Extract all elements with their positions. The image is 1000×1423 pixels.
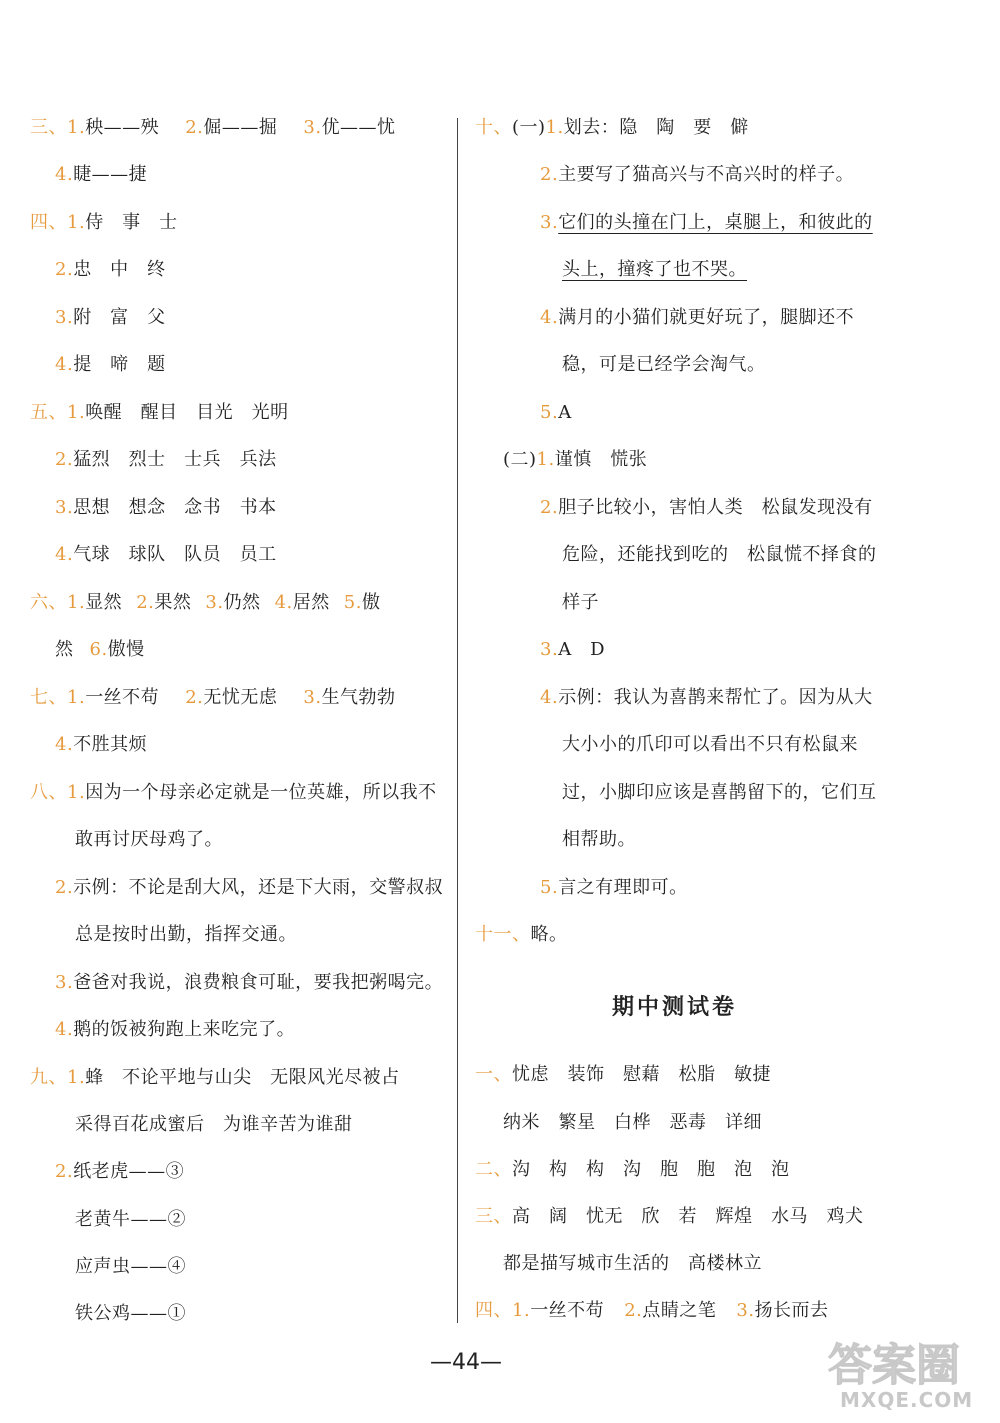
s10-line7: 5.A — [540, 402, 572, 423]
s10-line3: 3.它们的头撞在门上，桌腿上，和彼此的 — [540, 212, 873, 233]
page-number: —44— — [430, 1350, 502, 1375]
s10-line17: 5.言之有理即可。 — [540, 877, 688, 898]
s10-line16: 相帮助。 — [562, 829, 636, 850]
s10-line13: 4.示例：我认为喜鹊来帮忙了。因为从大 — [540, 687, 873, 708]
s5-line1: 五、1.唤醒 醒目 目光 光明 — [30, 402, 289, 423]
s10-line8: (二)1.谨慎 慌张 — [503, 449, 648, 470]
s7-line1: 七、1.一丝不苟 2.无忧无虑 3.生气勃勃 — [30, 687, 396, 708]
watermark-logo-text: 答案圈 — [828, 1340, 960, 1391]
watermark-text: MXQE.COM — [840, 1388, 974, 1412]
s3-line1: 三、1.秧——殃 2.倔——掘 3.优——忧 — [30, 117, 396, 138]
s9-line4: 老黄牛——② — [75, 1209, 186, 1230]
s10-line14: 大小小的爪印可以看出不只有松鼠来 — [562, 734, 858, 755]
s8-line3: 2.示例：不论是刮大风，还是下大雨，交警叔叔 — [55, 877, 444, 898]
s9-line5: 应声虫——④ — [75, 1256, 186, 1277]
s9-line3: 2.纸老虎——③ — [55, 1161, 185, 1182]
s10-line6: 稳，可是已经学会淘气。 — [562, 354, 766, 375]
s8-line4: 总是按时出勤，指挥交通。 — [75, 924, 297, 945]
s9-line6: 铁公鸡——① — [75, 1303, 186, 1324]
s8-line1: 八、1.因为一个母亲必定就是一位英雄，所以我不 — [30, 782, 437, 803]
s8-line5: 3.爸爸对我说，浪费粮食可耻，要我把粥喝完。 — [55, 972, 444, 993]
midterm-title: 期中测试卷 — [612, 995, 738, 1020]
s10-line10: 危险，还能找到吃的 松鼠慌不择食的 — [562, 544, 877, 565]
s10-line5: 4.满月的小猫们就更好玩了，腿脚还不 — [540, 307, 855, 328]
s4-line3: 3.附 富 父 — [55, 307, 166, 328]
mt-s4-line: 四、1.一丝不苟 2.点睛之笔 3.扬长而去 — [475, 1300, 829, 1321]
s8-line2: 敢再讨厌母鸡了。 — [75, 829, 223, 850]
s7-line2: 4.不胜其烦 — [55, 734, 148, 755]
s10-line1: 十、(一)1.划去：隐 陶 要 僻 — [475, 117, 749, 138]
mt-s3-line1: 三、高 阔 忧无 欣 若 辉煌 水马 鸡犬 — [475, 1206, 864, 1227]
s6-line2: 然 6.傲慢 — [55, 639, 145, 660]
s10-line15: 过，小脚印应该是喜鹊留下的，它们互 — [562, 782, 877, 803]
s4-line1: 四、1.侍 事 士 — [30, 212, 178, 233]
s10-line4: 头上，撞疼了也不哭。 — [562, 259, 747, 280]
s10-line2: 2.主要写了猫高兴与不高兴时的样子。 — [540, 164, 855, 185]
s5-line2: 2.猛烈 烈士 士兵 兵法 — [55, 449, 277, 470]
s3-line2: 4.睫——捷 — [55, 164, 148, 185]
s9-line1: 九、1.蜂 不论平地与山尖 无限风光尽被占 — [30, 1067, 400, 1088]
column-divider — [457, 118, 458, 1323]
mt-s3-line2: 都是描写城市生活的 高楼林立 — [503, 1253, 762, 1274]
mt-s1-line1: 一、忧虑 装饰 慰藉 松脂 敏捷 — [475, 1064, 771, 1085]
s10-line12: 3.A D — [540, 639, 606, 660]
s4-line2: 2.忠 中 终 — [55, 259, 166, 280]
s9-line2: 采得百花成蜜后 为谁辛苦为谁甜 — [75, 1114, 353, 1135]
s5-line4: 4.气球 球队 队员 员工 — [55, 544, 277, 565]
s6-line1: 六、1.显然 2.果然 3.仍然 4.居然 5.傲 — [30, 592, 381, 613]
s10-line11: 样子 — [562, 592, 599, 613]
s11-line: 十一、略。 — [475, 924, 568, 945]
s5-line3: 3.思想 想念 念书 书本 — [55, 497, 277, 518]
s8-line6: 4.鹅的饭被狗跑上来吃完了。 — [55, 1019, 296, 1040]
mt-s1-line2: 纳米 繁星 白桦 恶毒 详细 — [503, 1112, 762, 1133]
mt-s2-line: 二、沟 构 构 沟 胞 胞 泡 泡 — [475, 1159, 790, 1180]
s10-line9: 2.胆子比较小，害怕人类 松鼠发现没有 — [540, 497, 873, 518]
s4-line4: 4.提 啼 题 — [55, 354, 166, 375]
